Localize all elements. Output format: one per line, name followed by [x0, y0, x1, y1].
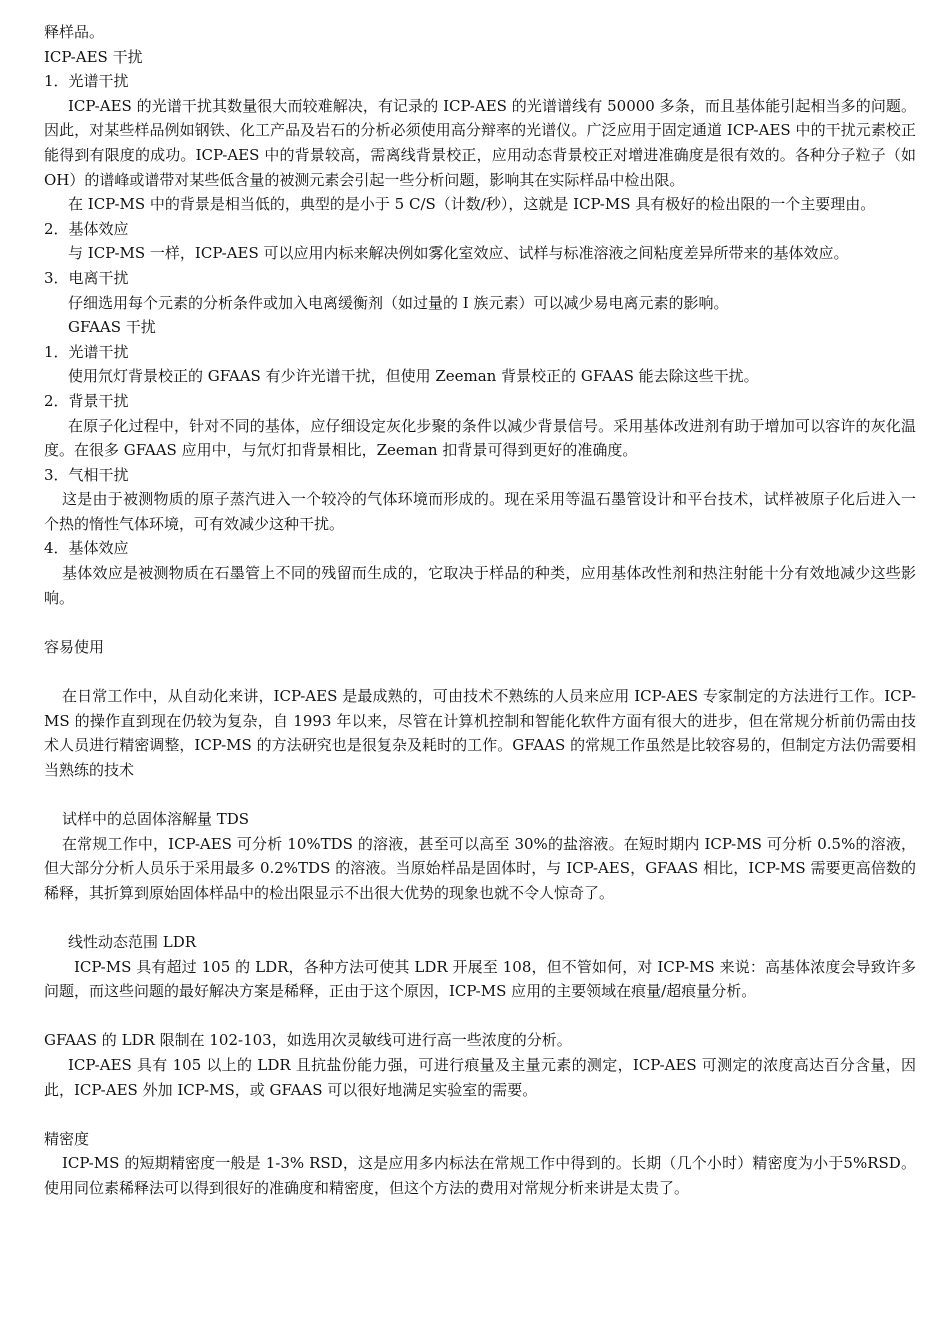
text-paragraph: 在日常工作中，从自动化来讲，ICP-AES 是最成熟的，可由技术不熟练的人员来应用 ICP-AES 专家制定的方法进行工作。ICP-MS 的操作直到现在仍较为复杂，自 1993 年以来，尽管在计算机控制和智能化软件方面有很大的进步，但在常规分析前仍需由技术人员进行精密调整，ICP-MS 的方法研究也是很复杂及耗时的工作。GFAAS 的常规工作虽然是比较容易的，但制定方法仍需要相当熟练的技术 [44, 687, 916, 779]
text-paragraph: 在原子化过程中，针对不同的基体，应仔细设定灰化步聚的条件以减少背景信号。采用基体改进剂有助于增加可以容许的灰化温度。在很多 GFAAS 应用中，与氘灯扣背景相比，Zeeman 扣背景可得到更好的准确度。 [44, 416, 916, 460]
text-paragraph: 1．光谱干扰 [44, 342, 129, 361]
blank-line [44, 1102, 916, 1127]
text-paragraph: 4．基体效应 [44, 539, 129, 558]
text-paragraph: 1．光谱干扰 [44, 72, 129, 91]
blank-line [44, 782, 916, 807]
text-paragraph: 使用氘灯背景校正的 GFAAS 有少许光谱干扰，但使用 Zeeman 背景校正的 GFAAS 能去除这些干扰。 [68, 367, 759, 386]
text-paragraph: ICP-MS 具有超过 105 的 LDR，各种方法可使其 LDR 开展至 108，但不管如何，对 ICP-MS 来说：高基体浓度会导致许多问题，而这些问题的最好解决方案是稀释，正由于这个原因，ICP-MS 应用的主要领域在痕量/超痕量分析。 [44, 957, 916, 1001]
text-paragraph: 仔细选用每个元素的分析条件或加入电离缓衡剂（如过量的 I 族元素）可以减少易电离元素的影响。 [68, 293, 729, 312]
text-paragraph: 容易使用 [44, 637, 105, 656]
text-paragraph: GFAAS 干扰 [68, 318, 156, 337]
text-paragraph: 这是由于被测物质的原子蒸汽进入一个较冷的气体环境而形成的。现在采用等温石墨管设计和平台技术，试样被原子化后进入一个热的惰性气体环境，可有效减少这种干扰。 [44, 490, 916, 533]
text-paragraph: 3．电离干扰 [44, 268, 129, 287]
text-paragraph: 试样中的总固体溶解量 TDS [62, 810, 250, 828]
text-paragraph: 2．基体效应 [44, 219, 129, 238]
text-paragraph: ICP-AES 干扰 [44, 47, 143, 66]
text-paragraph: ICP-AES 具有 105 以上的 LDR 且抗盐份能力强，可进行痕量及主量元素的测定，ICP-AES 可测定的浓度高达百分含量，因此，ICP-AES 外加 ICP-MS，或 GFAAS 可以很好地满足实验室的需要。 [44, 1055, 916, 1099]
blank-line [44, 610, 916, 635]
blank-line [44, 659, 916, 684]
text-paragraph: GFAAS 的 LDR 限制在 102-103，如选用次灵敏线可进行高一些浓度的分析。 [44, 1031, 572, 1050]
text-paragraph: 在常规工作中，ICP-AES 可分析 10%TDS 的溶液，甚至可以高至 30%的盐溶液。在短时期内 ICP-MS 可分析 0.5%的溶液，但大部分分析人员乐于采用最多 0.2%TDS 的溶液。当原始样品是固体时，与 ICP-AES，GFAAS 相比，ICP-MS 需要更高倍数的稀释，其折算到原始固体样品中的检出限显示不出很大优势的现象也就不令人惊奇了。 [44, 834, 916, 902]
text-paragraph: 线性动态范围 LDR [68, 932, 197, 951]
blank-line [44, 1004, 916, 1029]
text-paragraph: 在 ICP-MS 中的背景是相当低的，典型的是小于 5 C/S（计数/秒），这就是 ICP-MS 具有极好的检出限的一个主要理由。 [68, 195, 876, 214]
blank-line [44, 905, 916, 930]
document-body [44, 20, 916, 1201]
text-paragraph: 精密度 [44, 1129, 90, 1148]
text-paragraph: 2．背景干扰 [44, 391, 129, 410]
text-paragraph: ICP-AES 的光谱干扰其数量很大而较难解决，有记录的 ICP-AES 的光谱谱线有 50000 多条，而且基体能引起相当多的问题。因此，对某些样品例如钢铁、化工产品及岩石的分析必须使用高分辩率的光谱仪。广泛应用于固定通道 ICP-AES 中的干扰元素校正能得到有限度的成功。ICP-AES 中的背景较高，需离线背景校正，应用动态背景校正对增进准确度是很有效的。各种分子粒子（如 OH）的谱峰或谱带对某些低含量的被测元素会引起一些分析问题，影响其在实际样品中检出限。 [44, 96, 916, 189]
text-paragraph: 释样品。 [44, 23, 105, 41]
text-paragraph: ICP-MS 的短期精密度一般是 1-3% RSD，这是应用多内标法在常规工作中得到的。长期（几个小时）精密度为小于5%RSD。使用同位素稀释法可以得到很好的准确度和精密度，但这个方法的费用对常规分析来讲是太贵了。 [44, 1154, 916, 1197]
text-paragraph: 基体效应是被测物质在石墨管上不同的残留而生成的，它取决于样品的种类，应用基体改性剂和热注射能十分有效地减少这些影响。 [44, 564, 916, 607]
text-paragraph: 与 ICP-MS 一样，ICP-AES 可以应用内标来解决例如雾化室效应、试样与标准溶液之间粘度差异所带来的基体效应。 [68, 244, 849, 263]
text-paragraph: 3．气相干扰 [44, 465, 129, 484]
